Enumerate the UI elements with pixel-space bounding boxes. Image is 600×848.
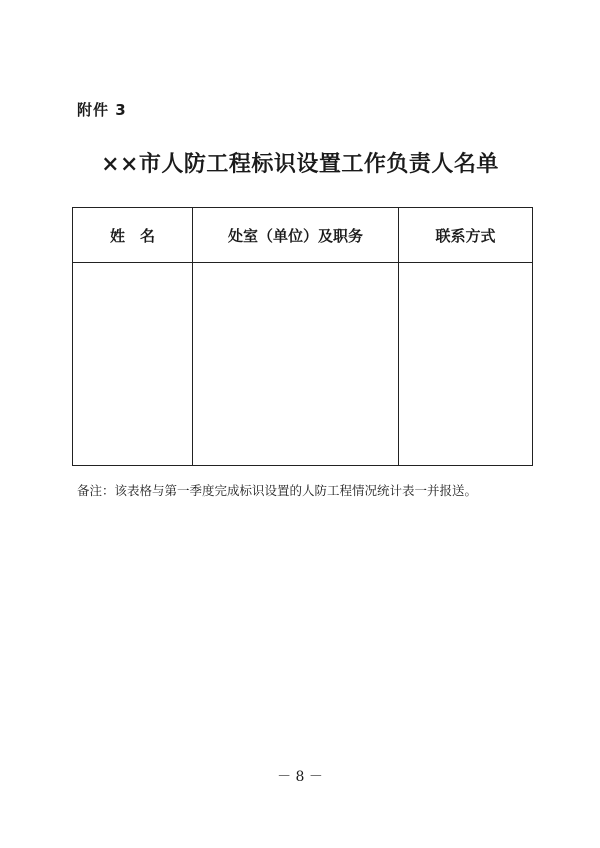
header-contact-label: 联系方式 — [435, 226, 496, 245]
responsible-person-table — [72, 207, 533, 466]
header-contact — [399, 208, 532, 263]
header-name — [73, 208, 193, 263]
header-department-position-label: 处室（单位）及职务 — [227, 226, 363, 245]
page-number: － 8 － — [277, 769, 323, 785]
cell-name-empty — [73, 263, 193, 465]
cell-department-position-empty — [193, 263, 399, 465]
document-title: ××市人防工程标识设置工作负责人名单 — [101, 151, 499, 177]
header-department-position — [193, 208, 399, 263]
header-name-label: 姓 名 — [109, 226, 155, 245]
attachment-label: 附件 3 — [77, 101, 127, 119]
cell-contact-empty — [399, 263, 532, 465]
footnote-remark: 备注：该表格与第一季度完成标识设置的人防工程情况统计表一并报送。 — [77, 483, 478, 498]
